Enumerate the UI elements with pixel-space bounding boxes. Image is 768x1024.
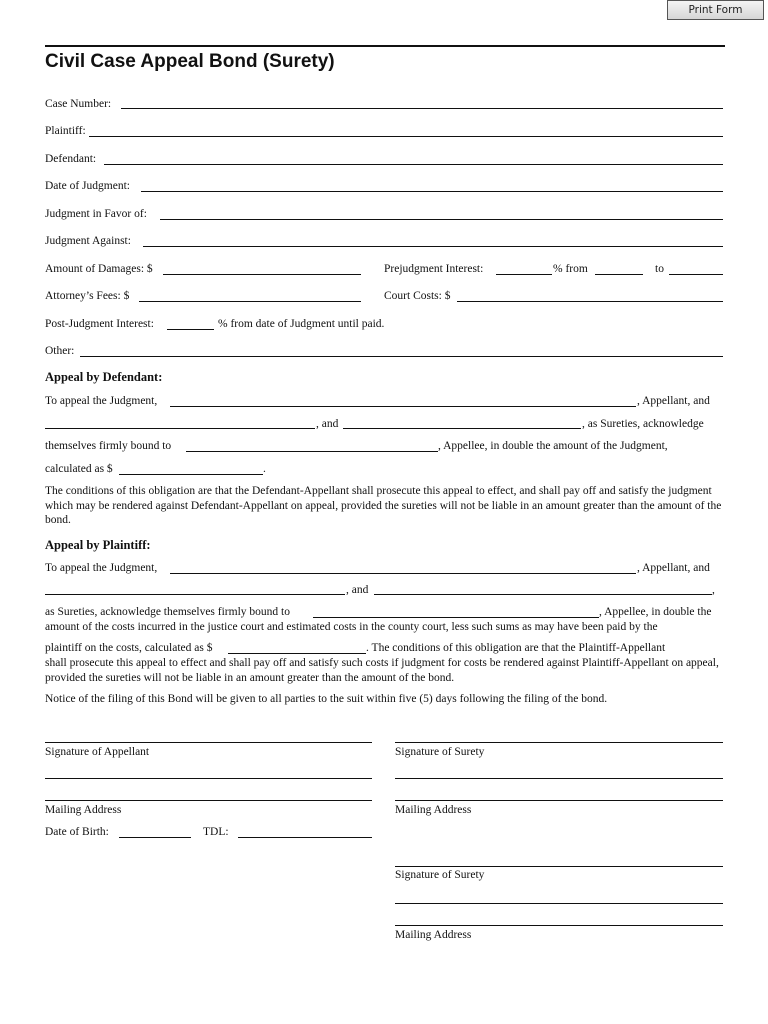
date-of-birth-field[interactable] [119,837,191,838]
mailing-address-3-label: Mailing Address [395,929,472,941]
surety-1-signature-line[interactable] [395,742,723,743]
def-calculated-amount-field[interactable] [119,474,263,475]
pl-to-appeal-text: To appeal the Judgment, [45,562,158,574]
appellant-address-line-1[interactable] [45,778,372,779]
other-field[interactable] [80,356,723,357]
judgment-in-favor-label: Judgment in Favor of: [45,208,147,220]
notice-text: Notice of the filing of this Bond will be given to all parties to the suit within five (5) days following the filing of the bond. [45,693,608,705]
attorneys-fees-label: Attorney’s Fees: $ [45,290,130,302]
post-judgment-suffix: % from date of Judgment until paid. [218,318,385,330]
pl-appellant-field[interactable] [170,573,636,574]
def-calculated-as-text: calculated as $ [45,463,113,475]
def-to-appeal-text: To appeal the Judgment, [45,395,158,407]
judgment-against-field[interactable] [143,246,723,247]
post-judgment-interest-label: Post-Judgment Interest: [45,318,154,330]
tdl-field[interactable] [238,837,372,838]
surety-2-address-line-1[interactable] [395,903,723,904]
to-label: to [655,263,664,275]
court-costs-field[interactable] [457,301,723,302]
def-conditions-paragraph: The conditions of this obligation are that the Defendant-Appellant shall prosecute this appeal to effect, and shall pay off and satisfy the judgment which may be rendered against Defendant-Appellant on appeal, provided the sureties will not be liable in an amount greater than the amount of the bond. [45,485,722,526]
judgment-against-label: Judgment Against: [45,235,131,247]
def-and-text: , and [316,418,339,430]
case-number-label: Case Number: [45,98,112,110]
date-of-judgment-label: Date of Judgment: [45,180,130,192]
appellant-address-line-2[interactable] [45,800,372,801]
pct-from-label: % from [553,263,588,275]
mailing-address-2-label: Mailing Address [395,804,472,816]
pl-appellant-and-text: , Appellant, and [637,562,710,574]
pl-conditions-start-text: . The conditions of this obligation are that the Plaintiff-Appellant [366,642,666,654]
interest-to-field[interactable] [669,274,723,275]
surety-2-address-line-2[interactable] [395,925,723,926]
pl-costs-amount-field[interactable] [228,653,366,654]
pl-appellee-double-text: , Appellee, in double the [599,606,712,618]
prejudgment-interest-label: Prejudgment Interest: [384,263,484,275]
pl-costs-calculated-text: plaintiff on the costs, calculated as $ [45,642,213,654]
pl-surety-1-field[interactable] [45,594,345,595]
pl-costs-text: amount of the costs incurred in the justice court and estimated costs in the county court, less such sums as may have been paid by the [45,621,658,633]
judgment-in-favor-field[interactable] [160,219,723,220]
def-bound-to-text: themselves firmly bound to [45,440,172,452]
tdl-label: TDL: [203,826,229,838]
def-appellant-field[interactable] [170,406,636,407]
amount-of-damages-field[interactable] [163,274,361,275]
surety-1-address-line-1[interactable] [395,778,723,779]
def-surety-1-field[interactable] [45,428,315,429]
court-costs-label: Court Costs: $ [384,290,451,302]
print-form-button[interactable]: Print Form [667,0,764,20]
date-of-judgment-field[interactable] [141,191,723,192]
page-title: Civil Case Appeal Bond (Surety) [45,51,335,72]
def-appellee-double-text: , Appellee, in double the amount of the Judgment, [438,440,668,452]
appellant-signature-line[interactable] [45,742,372,743]
def-as-sureties-text: , as Sureties, acknowledge [582,418,704,430]
pl-appellee-field[interactable] [313,617,599,618]
defendant-field[interactable] [104,164,723,165]
surety-2-signature-line[interactable] [395,866,723,867]
mailing-address-1-label: Mailing Address [45,804,122,816]
plaintiff-field[interactable] [89,136,723,137]
attorneys-fees-field[interactable] [139,301,361,302]
post-judgment-interest-field[interactable] [167,329,214,330]
date-of-birth-label: Date of Birth: [45,826,109,838]
def-appellee-field[interactable] [186,451,438,452]
signature-of-surety-1-label: Signature of Surety [395,746,485,758]
defendant-label: Defendant: [45,153,97,165]
appeal-by-plaintiff-heading: Appeal by Plaintiff: [45,538,151,552]
surety-1-address-line-2[interactable] [395,800,723,801]
pl-as-sureties-text: as Sureties, acknowledge themselves firmly bound to [45,606,290,618]
def-period-text: . [263,463,266,475]
case-number-field[interactable] [121,108,723,109]
pl-conditions-paragraph: shall prosecute this appeal to effect and shall pay off and satisfy such costs if judgment for costs be rendered against Plaintiff-Appellant on appeal, provided the sureties will not be liable in an amount greater than the amount of the bond. [45,657,719,684]
pl-surety-2-field[interactable] [374,594,712,595]
prejudgment-interest-field[interactable] [496,274,552,275]
appeal-by-defendant-heading: Appeal by Defendant: [45,370,163,384]
def-surety-2-field[interactable] [343,428,581,429]
signature-of-appellant-label: Signature of Appellant [45,746,150,758]
pl-and-text: , and [346,584,369,596]
title-rule [45,45,725,47]
interest-from-field[interactable] [595,274,643,275]
pl-comma-text: , [712,584,715,596]
signature-of-surety-2-label: Signature of Surety [395,869,485,881]
other-label: Other: [45,345,75,357]
plaintiff-label: Plaintiff: [45,125,86,137]
def-appellant-and-text: , Appellant, and [637,395,710,407]
amount-of-damages-label: Amount of Damages: $ [45,263,153,275]
